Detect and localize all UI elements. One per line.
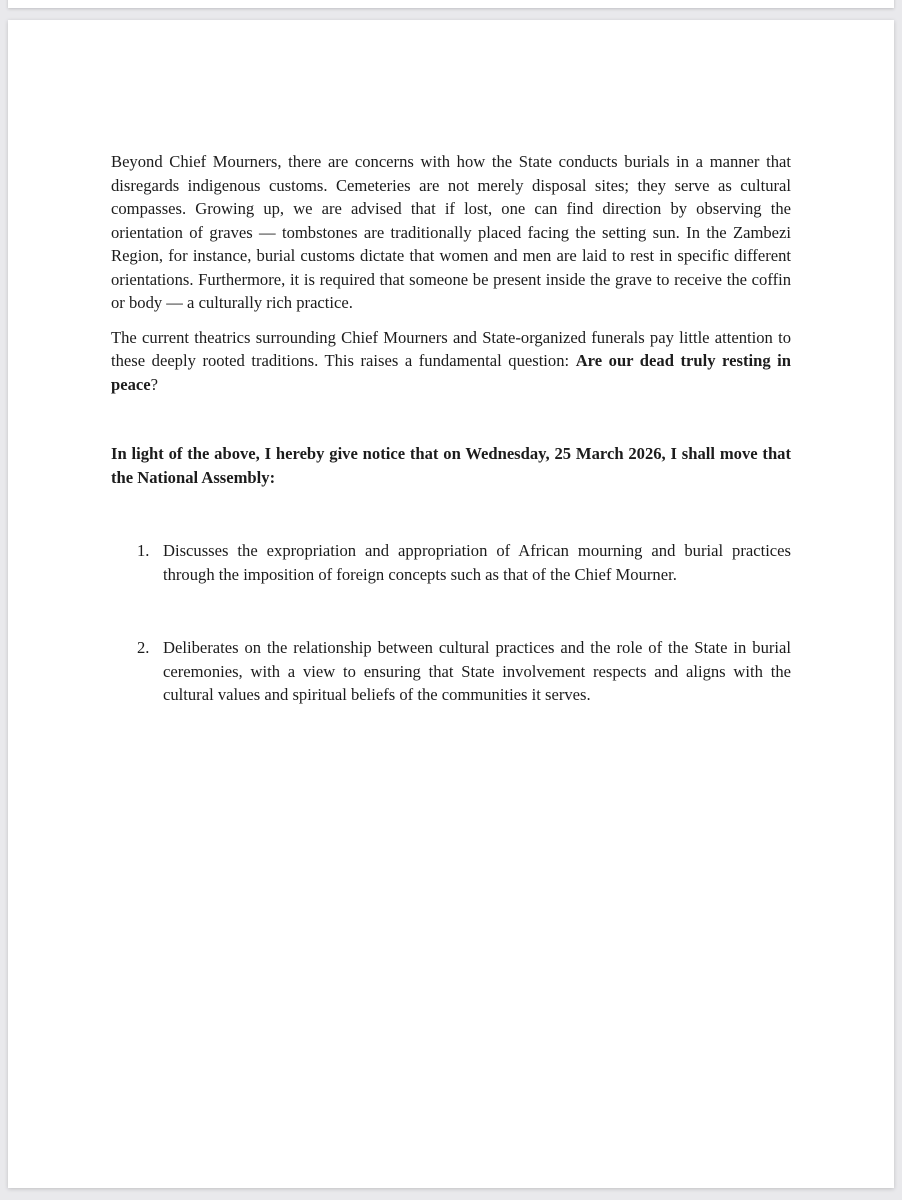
motion-number: 2. [137,638,150,657]
motion-item [111,539,791,586]
motion-number: 1. [137,541,150,560]
document-page [8,20,894,1188]
paragraph-theatrics-text: The current theatrics surrounding Chief Mourners and State-organized funerals pay little attention to these deeply rooted traditions. This raises a fundamental question: [111,327,791,370]
motion-text: Deliberates on the relationship between cultural practices and the role of the State in burial ceremonies, with a view to ensuring that State involvement respects and aligns with the cultural values and spiritual beliefs of the communities it serves. [163,638,791,704]
notice-statement: In light of the above, I hereby give notice that on Wednesday, 25 March 2026, I shall move that the National Assembly: [111,444,791,487]
question-mark: ? [150,374,158,394]
motion-item [111,636,791,707]
paragraph-theatrics [111,326,791,397]
motion-text: Discusses the expropriation and appropriation of African mourning and burial practices through the imposition of foreign concepts such as that of the Chief Mourner. [163,541,791,584]
previous-page-edge [8,0,894,8]
page-content [111,150,791,707]
paragraph-chief-mourners: Beyond Chief Mourners, there are concerns with how the State conducts burials in a manner that disregards indigenous customs. Cemeteries are not merely disposal sites; they serve as cultural compasses. Growing up, we are advised that if lost, one can find direction by observing the orientation of graves — tombstones are traditionally placed facing the setting sun. In the Zambezi Region, for instance, burial customs dictate that women and men are laid to rest in specific different orientations. Furthermore, it is required that someone be present inside the grave to receive the coffin or body — a culturally rich practice. [111,152,791,312]
motion-list [111,539,791,707]
question-emphasis: Are our dead truly resting in peace [111,351,792,394]
